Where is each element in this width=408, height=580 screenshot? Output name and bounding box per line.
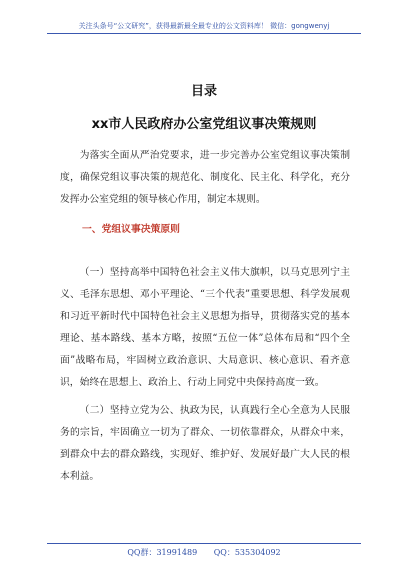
document-title: 目录 xyxy=(190,84,217,99)
footer-qq-contact: QQ：535304092 xyxy=(213,548,281,557)
footer-divider xyxy=(47,543,361,544)
intro-paragraph: 为落实全面从严治党要求，进一步完善办公室党组议事决策制度，确保党组议事决策的规范化、制度化、民主化、科学化，充分发挥办公室党组的领导核心作用，制定本规则。 xyxy=(60,150,350,205)
header-divider xyxy=(47,33,361,34)
footer-qq-group: QQ群：31991489 xyxy=(127,548,198,557)
footer-contacts xyxy=(0,548,408,558)
paragraph-one: （一）坚持高举中国特色社会主义伟大旗帜，以马克思列宁主义、毛泽东思想、邓小平理论、“三个代表”重要思想、科学发展观和习近平新时代中国特色社会主义思想为指导，贯彻落实党的基本理论、基本路线、基本方略，按照“五位一体”总体布局和“四个全面”战略布局，牢固树立政治意识、大局意识、核心意识、看齐意识，始终在思想上、政治上、行动上同党中央保持高度一致。 xyxy=(60,267,350,388)
document-subtitle: xx市人民政府办公室党组议事决策规则 xyxy=(91,117,317,132)
section-heading: 一、党组议事决策原则 xyxy=(82,224,180,235)
paragraph-two: （二）坚持立党为公、执政为民，认真践行全心全意为人民服务的宗旨，牢固确立一切为了群众、一切依靠群众，从群众中来，到群众中去的群众路线，实现好、维护好、发展好最广大人民的根本利益。 xyxy=(60,405,350,482)
header-promo-note: 关注头条号“公文研究”，获得最新最全最专业的公文资料库！ 微信：gongwenyj xyxy=(78,22,330,30)
